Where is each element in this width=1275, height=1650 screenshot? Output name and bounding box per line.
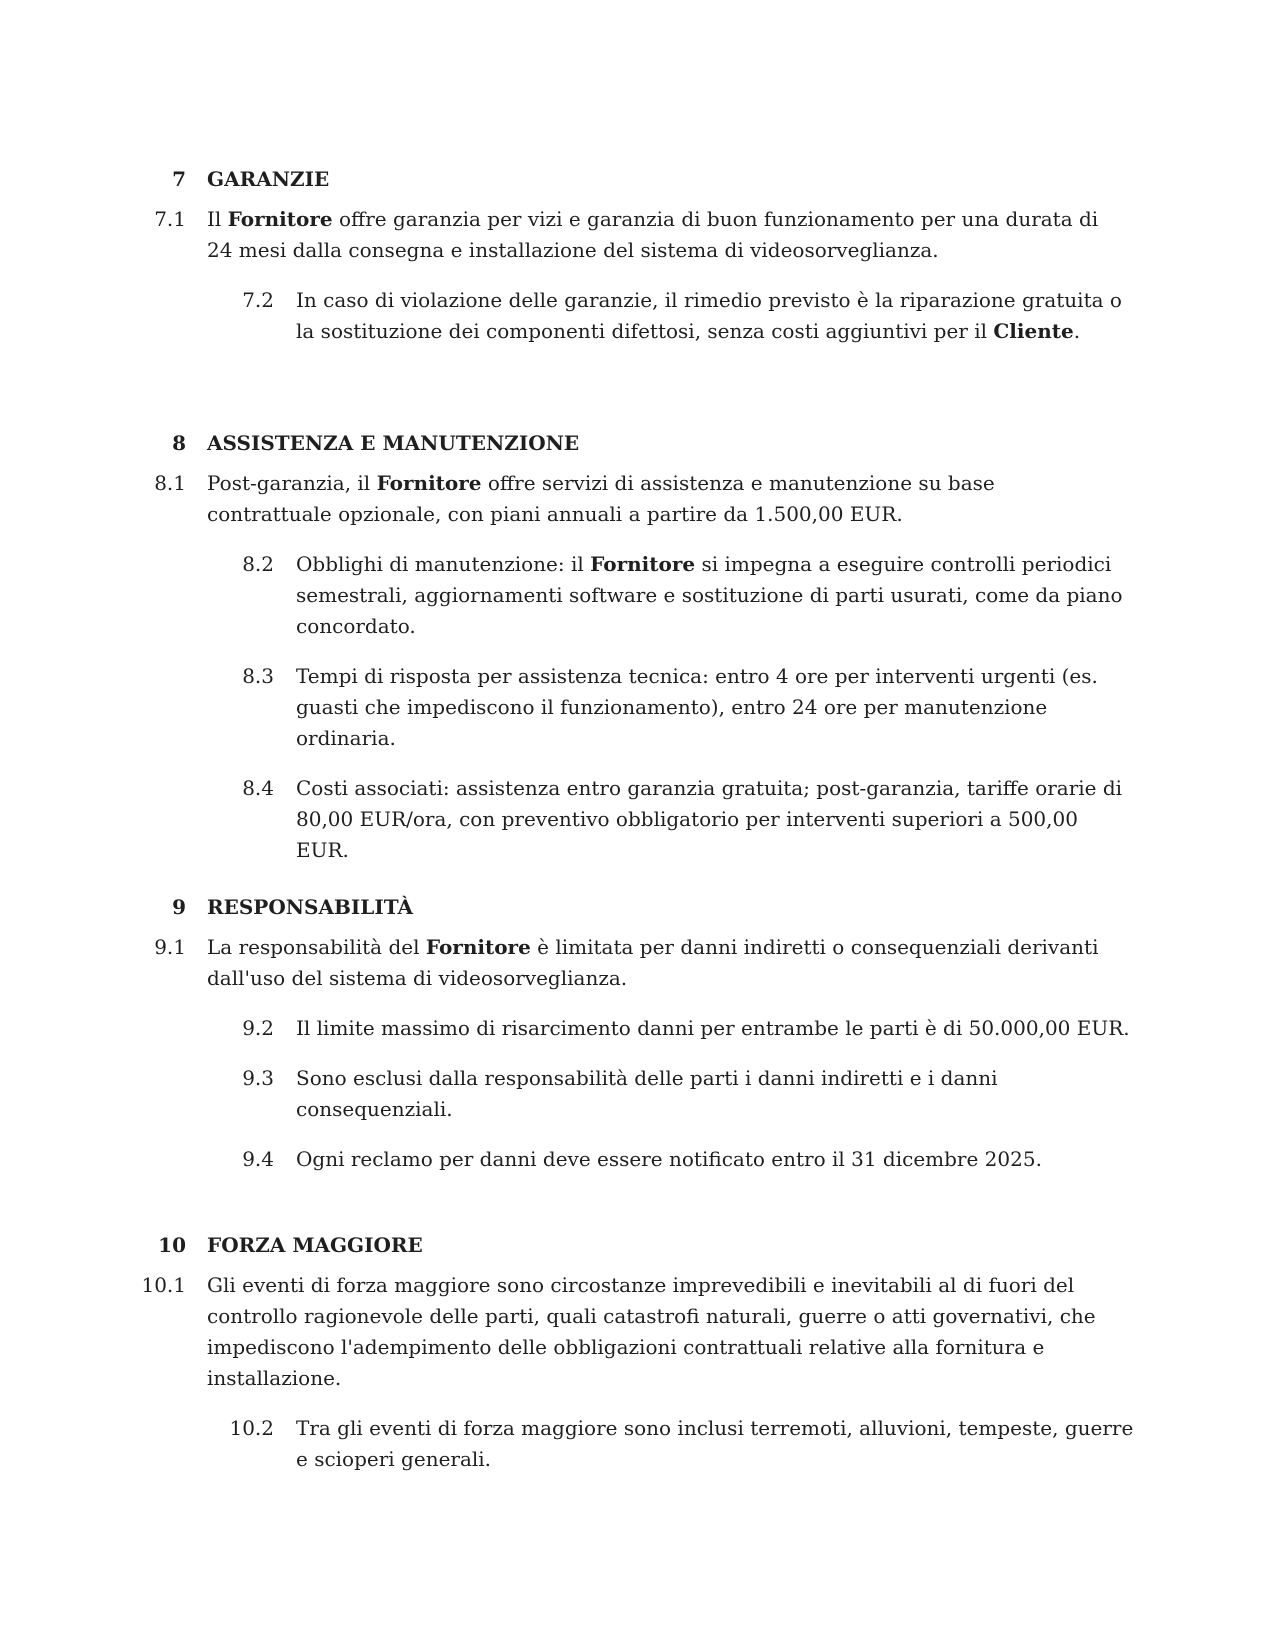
clause-number: 8.3 (242, 664, 274, 688)
clause (0, 1063, 1275, 1125)
clause-number: 8.1 (154, 471, 186, 495)
clause-text: Il limite massimo di risarcimento danni per entrambe le parti è di 50.000,00 EUR. (296, 1016, 1130, 1040)
section-title: FORZA MAGGIORE (207, 1233, 423, 1257)
clause-number: 9.3 (242, 1066, 274, 1090)
clause (0, 204, 1275, 266)
clause (0, 932, 1275, 994)
clause-number: 9.4 (242, 1147, 274, 1171)
section-number: 8 (172, 431, 186, 455)
section-title: ASSISTENZA E MANUTENZIONE (207, 431, 580, 455)
section-number: 7 (172, 167, 186, 191)
section-responsabilita (0, 892, 1275, 1194)
section-title: GARANZIE (207, 167, 330, 191)
section-heading (0, 1230, 1275, 1270)
clause-text: Tra gli eventi di forza maggiore sono inclusi terremoti, alluvioni, tempeste, guerre e scioperi generali. (296, 1416, 1134, 1471)
clause (0, 285, 1275, 347)
clause (0, 1413, 1275, 1475)
section-heading (0, 892, 1275, 932)
section-number: 10 (158, 1233, 186, 1257)
section-heading (0, 164, 1275, 204)
clause-number: 8.2 (242, 552, 274, 576)
section-assistenza (0, 428, 1275, 885)
clause (0, 1013, 1275, 1044)
clause (0, 468, 1275, 530)
clause-number: 7.2 (242, 288, 274, 312)
clause-text: In caso di violazione delle garanzie, il rimedio previsto è la riparazione gratuita o la sostituzione dei componenti difettosi, senza costi aggiuntivi per il Cliente. (296, 288, 1122, 343)
clause-text: Ogni reclamo per danni deve essere notificato entro il 31 dicembre 2025. (296, 1147, 1042, 1171)
clause (0, 661, 1275, 754)
clause-text: Obblighi di manutenzione: il Fornitore si impegna a eseguire controlli periodici semestrali, aggiornamenti software e sostituzione di parti usurati, come da piano concordato. (296, 552, 1123, 638)
section-title: RESPONSABILITÀ (207, 895, 413, 919)
section-forza-maggiore (0, 1230, 1275, 1494)
clause-text: Sono esclusi dalla responsabilità delle parti i danni indiretti e i danni consequenziali. (296, 1066, 998, 1121)
clause-text: Post-garanzia, il Fornitore offre servizi di assistenza e manutenzione su base contrattuale opzionale, con piani annuali a partire da 1.500,00 EUR. (207, 471, 995, 526)
clause (0, 1270, 1275, 1394)
clause-number: 7.1 (154, 207, 186, 231)
clause-number: 9.2 (242, 1016, 274, 1040)
clause-text: Il Fornitore offre garanzia per vizi e garanzia di buon funzionamento per una durata di 24 mesi dalla consegna e installazione del sistema di videosorveglianza. (207, 207, 1099, 262)
clause (0, 773, 1275, 866)
clause-text: La responsabilità del Fornitore è limitata per danni indiretti o consequenziali derivanti dall'uso del sistema di videosorveglianza. (207, 935, 1099, 990)
section-heading (0, 428, 1275, 468)
clause-text: Gli eventi di forza maggiore sono circostanze imprevedibili e inevitabili al di fuori del controllo ragionevole delle parti, quali catastrofi naturali, guerre o atti governativi, che impediscono l'adempimento delle obbligazioni contrattuali relative alla fornitura e installazione. (207, 1273, 1096, 1390)
clause-text: Costi associati: assistenza entro garanzia gratuita; post-garanzia, tariffe orarie di 80,00 EUR/ora, con preventivo obbligatorio per interventi superiori a 500,00 EUR. (296, 776, 1123, 862)
clause-number: 10.2 (229, 1416, 274, 1440)
clause-text: Tempi di risposta per assistenza tecnica: entro 4 ore per interventi urgenti (es. guasti che impediscono il funzionamento), entro 24 ore per manutenzione ordinaria. (296, 664, 1098, 750)
clause (0, 549, 1275, 642)
clause-number: 9.1 (154, 935, 186, 959)
clause (0, 1144, 1275, 1175)
section-number: 9 (172, 895, 186, 919)
section-garanzie (0, 164, 1275, 366)
clause-number: 10.1 (141, 1273, 186, 1297)
clause-number: 8.4 (242, 776, 274, 800)
